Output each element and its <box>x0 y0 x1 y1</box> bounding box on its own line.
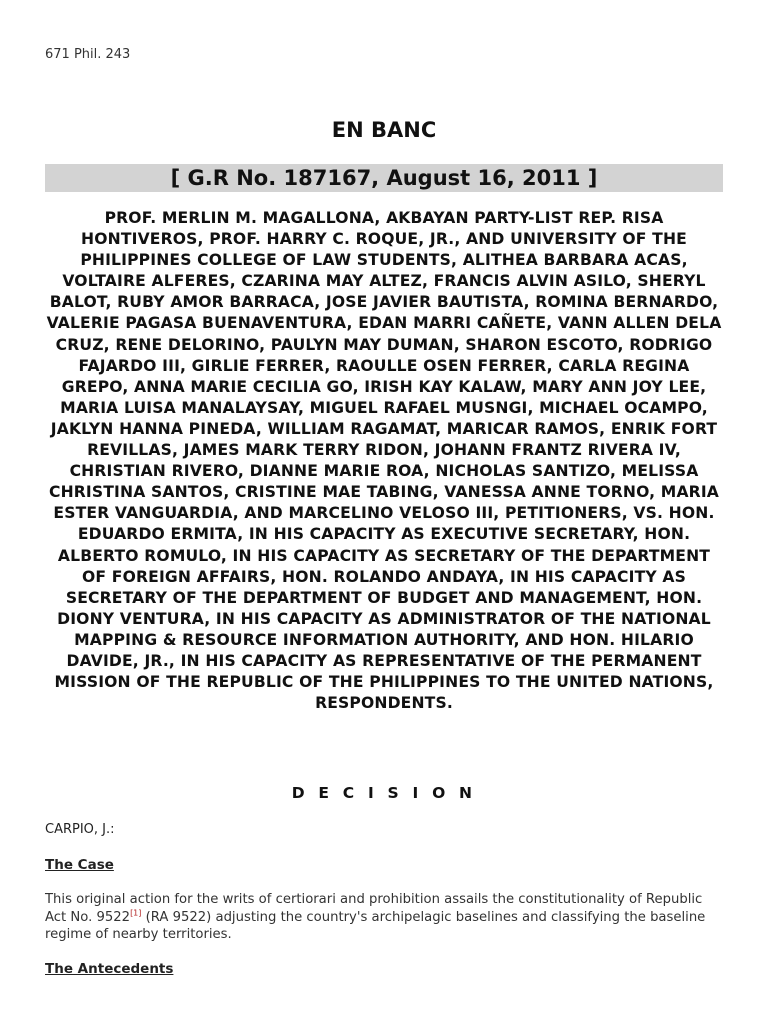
paragraph-text-end: (RA 9522) adjusting the country's archipelagic baselines and classifying the baseline regime of nearby territories. <box>45 909 706 942</box>
paragraph-text-start: This original action for the writs of certiorari and prohibition assails the constitutionality of Republic Act No. 9522 <box>45 892 703 925</box>
section-heading-the-case: The Case <box>45 857 114 873</box>
body-paragraph <box>45 891 723 944</box>
division-heading: EN BANC <box>331 118 437 142</box>
decision-title: D E C I S I O N <box>291 784 477 802</box>
section-heading-antecedents: The Antecedents <box>45 961 174 977</box>
citation: 671 Phil. 243 <box>45 47 131 62</box>
ponente: CARPIO, J.: <box>45 822 115 837</box>
case-number-bar: [ G.R No. 187167, August 16, 2011 ] <box>45 164 723 192</box>
case-parties: PROF. MERLIN M. MAGALLONA, AKBAYAN PARTY-LIST REP. RISA HONTIVEROS, PROF. HARRY C. ROQUE, JR., AND UNIVERSITY OF THE PHILIPPINES COLLEGE OF LAW STUDENTS, ALITHEA BARBARA ACAS, VOLTAIRE ALFERES, CZARINA MAY ALTEZ, FRANCIS ALVIN ASILO, SHERYL BALOT, RUBY AMOR BARRACA, JOSE JAVIER BAUTISTA, ROMINA BERNARDO, VALERIE PAGASA BUENAVENTURA, EDAN MARRI CAÑETE, VANN ALLEN DELA CRUZ, RENE DELORINO, PAULYN MAY DUMAN, SHARON ESCOTO, RODRIGO FAJARDO III, GIRLIE FERRER, RAOULLE OSEN FERRER, CARLA REGINA GREPO, ANNA MARIE CECILIA GO, IRISH KAY KALAW, MARY ANN JOY LEE, MARIA LUISA MANALAYSAY, MIGUEL RAFAEL MUSNGI, MICHAEL OCAMPO, JAKLYN HANNA PINEDA, WILLIAM RAGAMAT, MARICAR RAMOS, ENRIK FORT REVILLAS, JAMES MARK TERRY RIDON, JOHANN FRANTZ RIVERA IV, CHRISTIAN RIVERO, DIANNE MARIE ROA, NICHOLAS SANTIZO, MELISSA CHRISTINA SANTOS, CRISTINE MAE TABING, VANESSA ANNE TORNO, MARIA ESTER VANGUARDIA, AND MARCELINO VELOSO III, PETITIONERS, VS. HON. EDUARDO ERMITA, IN HIS CAPACITY AS EXECUTIVE SECRETARY, HON. ALBERTO ROMULO, IN HIS CAPACITY AS SECRETARY OF THE DEPARTMENT OF FOREIGN AFFAIRS, HON. ROLANDO ANDAYA, IN HIS CAPACITY AS SECRETARY OF THE DEPARTMENT OF BUDGET AND MANAGEMENT, HON. DIONY VENTURA, IN HIS CAPACITY AS ADMINISTRATOR OF THE NATIONAL MAPPING & RESOURCE INFORMATION AUTHORITY, AND HON. HILARIO DAVIDE, JR., IN HIS CAPACITY AS REPRESENTATIVE OF THE PERMANENT MISSION OF THE REPUBLIC OF THE PHILIPPINES TO THE UNITED NATIONS, RESPONDENTS. <box>46 209 722 713</box>
footnote-link[interactable]: [1] <box>130 908 142 918</box>
